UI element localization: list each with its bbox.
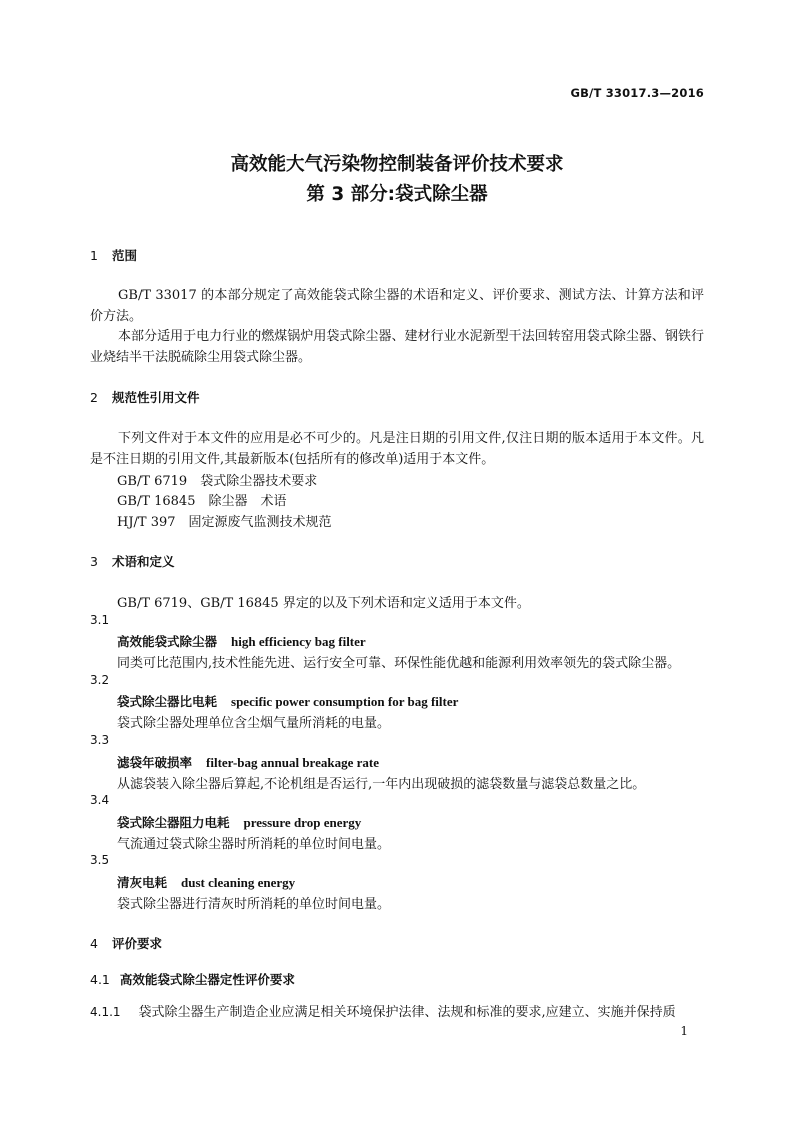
term-entry: [117, 873, 295, 891]
scope-paragraph-1: GB/T 33017 的本部分规定了高效能袋式除尘器的术语和定义、评价要求、测试方法、计算方法和评价方法。: [90, 288, 704, 324]
section-heading-terms: [90, 552, 175, 570]
subsection-title: 高效能袋式除尘器定性评价要求: [119, 972, 295, 987]
term-entry: [117, 692, 458, 710]
term-definition: 同类可比范围内,技术性能先进、运行安全可靠、环保性能优越和能源利用效率领先的袋式除尘器。: [117, 656, 681, 671]
term-definition: 袋式除尘器处理单位含尘烟气量所消耗的电量。: [117, 716, 391, 731]
term-entry: [117, 813, 361, 831]
term-definition: 气流通过袋式除尘器时所消耗的单位时间电量。: [117, 837, 391, 852]
term-chinese: 滤袋年破损率: [117, 755, 193, 770]
term-english: high efficiency bag filter: [231, 634, 366, 649]
term-chinese: 袋式除尘器阻力电耗: [117, 815, 230, 830]
reference-item: GB/T 6719 袋式除尘器技术要求: [117, 474, 318, 489]
term-english: specific power consumption for bag filter: [231, 694, 459, 709]
term-definition: 从滤袋装入除尘器后算起,不论机组是否运行,一年内出现破损的滤袋数量与滤袋总数量之比。: [117, 777, 646, 792]
section-heading-scope: [90, 246, 137, 264]
clause-4-1-1: [90, 1001, 676, 1020]
term-english: dust cleaning energy: [181, 875, 296, 890]
clause-number: 4.1.1: [90, 1005, 121, 1019]
standard-number: GB/T 33017.3—2016: [570, 86, 704, 100]
term-number: 3.2: [90, 673, 110, 687]
reference-item: HJ/T 397 固定源废气监测技术规范: [117, 515, 332, 530]
section-heading-requirements: [90, 934, 162, 952]
term-chinese: 清灰电耗: [117, 875, 168, 890]
section-title: 范围: [112, 248, 138, 263]
document-title: 高效能大气污染物控制装备评价技术要求: [230, 154, 564, 175]
term-definition: 袋式除尘器进行清灰时所消耗的单位时间电量。: [117, 897, 391, 912]
subsection-number: 4.1: [90, 972, 110, 987]
term-chinese: 袋式除尘器比电耗: [117, 694, 218, 709]
section-title: 评价要求: [112, 936, 163, 951]
term-chinese: 高效能袋式除尘器: [117, 634, 218, 649]
section-number: 4: [90, 936, 98, 951]
section-title: 术语和定义: [112, 554, 175, 569]
term-number: 3.3: [90, 733, 110, 747]
term-entry: [117, 632, 366, 650]
clause-text: 袋式除尘器生产制造企业应满足相关环境保护法律、法规和标准的要求,应建立、实施并保持质: [138, 1005, 676, 1020]
subsection-heading: [90, 970, 295, 988]
term-entry: [117, 753, 379, 771]
term-number: 3.1: [90, 613, 110, 627]
section-number: 2: [90, 390, 98, 405]
term-english: filter-bag annual breakage rate: [206, 755, 379, 770]
section-heading-references: [90, 388, 200, 406]
scope-paragraph-2: 本部分适用于电力行业的燃煤锅炉用袋式除尘器、建材行业水泥新型干法回转窑用袋式除尘器、钢铁行业烧结半干法脱硫除尘用袋式除尘器。: [90, 329, 704, 365]
section-number: 1: [90, 248, 98, 263]
term-number: 3.4: [90, 793, 110, 807]
terms-intro: GB/T 6719、GB/T 16845 界定的以及下列术语和定义适用于本文件。: [117, 596, 530, 611]
term-number: 3.5: [90, 853, 110, 867]
page-number: 1: [680, 1024, 688, 1038]
reference-item: GB/T 16845 除尘器 术语: [117, 494, 287, 509]
document-subtitle: 第 3 部分:袋式除尘器: [306, 184, 488, 205]
term-english: pressure drop energy: [243, 815, 362, 830]
references-intro: 下列文件对于本文件的应用是必不可少的。凡是注日期的引用文件,仅注日期的版本适用于本文件。凡是不注日期的引用文件,其最新版本(包括所有的修改单)适用于本文件。: [90, 431, 704, 467]
section-number: 3: [90, 554, 98, 569]
section-title: 规范性引用文件: [112, 390, 200, 405]
